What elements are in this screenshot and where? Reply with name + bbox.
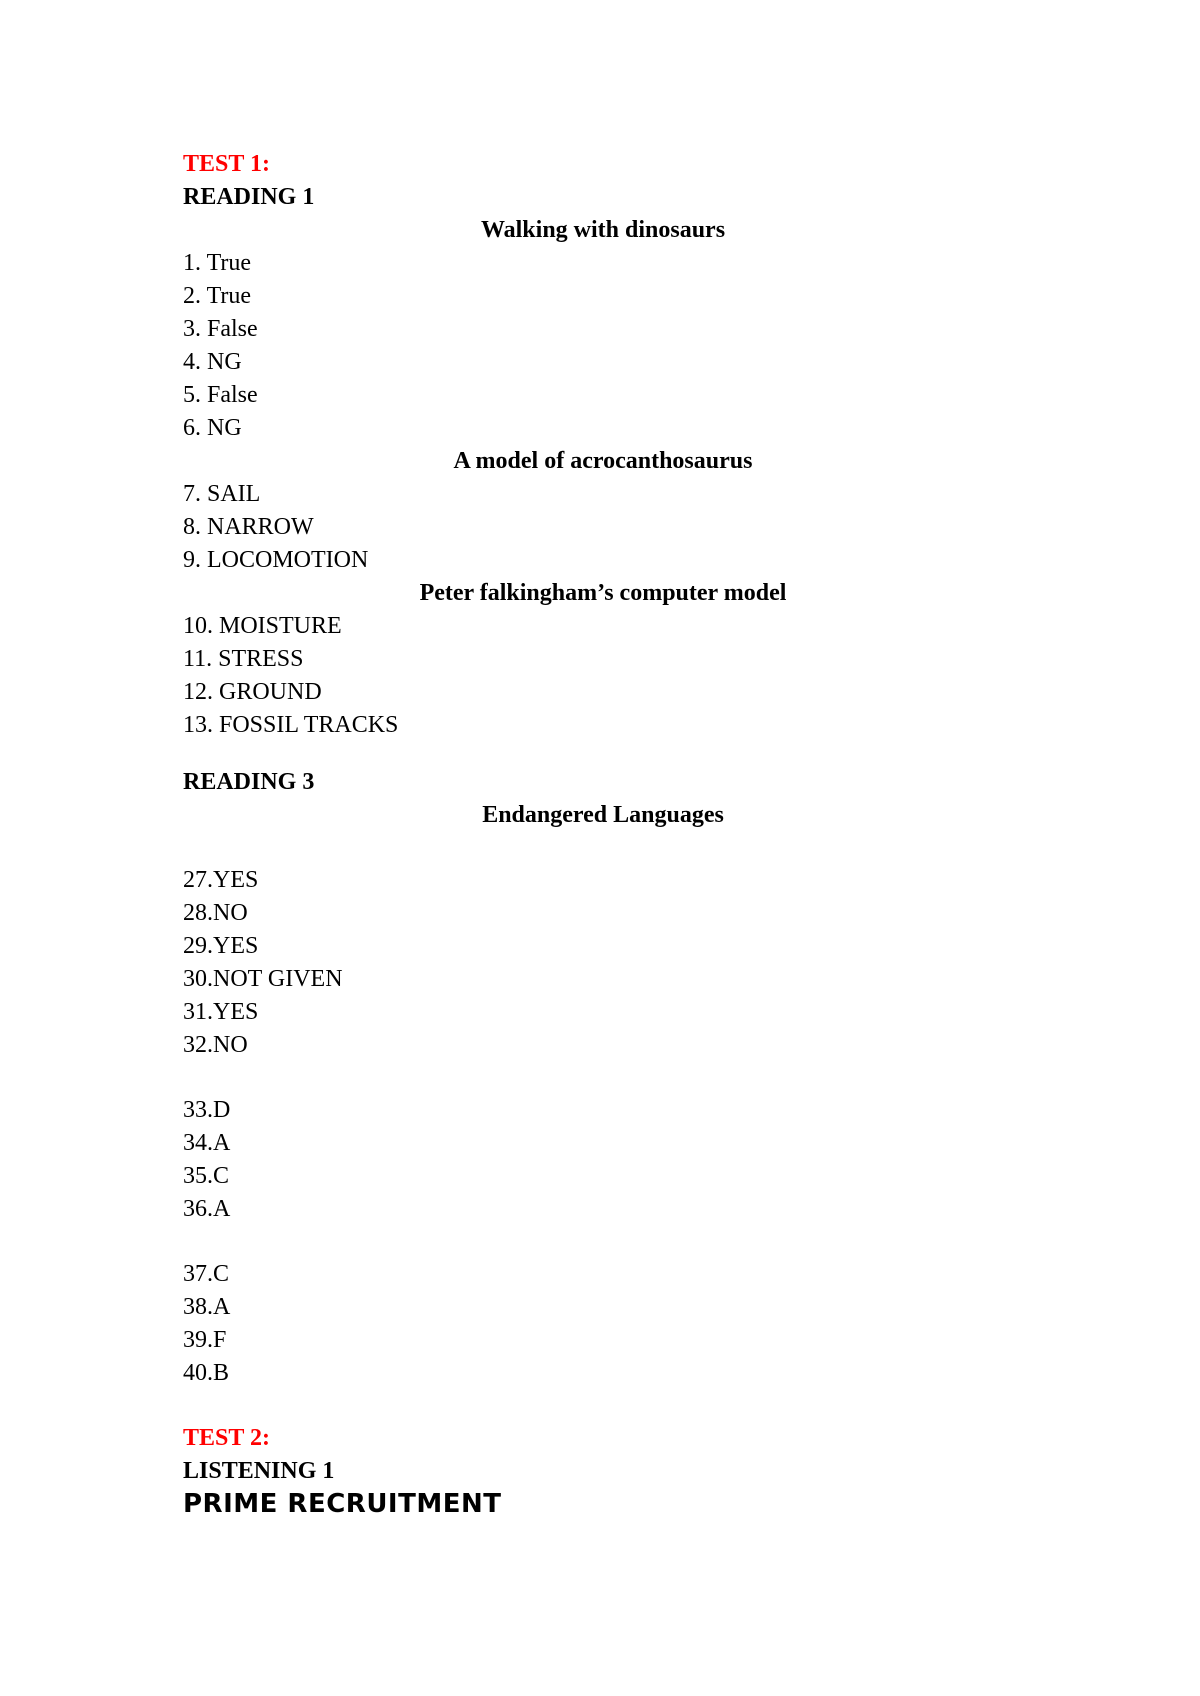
answer-item: 27.YES [183,867,259,893]
answer-item: 34.A [183,1130,231,1156]
answer-item: 39.F [183,1327,227,1353]
answer-item: 35.C [183,1163,230,1189]
answer-item: 38.A [183,1294,231,1320]
section-title-walking: Walking with dinosaurs [480,217,726,243]
answer-item: 36.A [183,1196,231,1222]
answer-item: 12. GROUND [183,679,322,705]
answer-item: 28.NO [183,900,248,926]
answer-item: 4. NG [183,349,242,375]
answer-item: 9. LOCOMOTION [183,547,369,573]
spacer [183,1062,1023,1094]
spacer [183,1226,1023,1258]
answer-key-page [183,148,1023,1521]
answer-item: 30.NOT GIVEN [183,966,343,992]
section-title-computer-model: Peter falkingham’s computer model [419,580,787,606]
listening1-heading: LISTENING 1 [183,1458,335,1484]
reading3-heading: READING 3 [183,769,315,795]
test1-heading: TEST 1: [183,151,270,177]
spacer [183,1390,1023,1422]
answer-item: 40.B [183,1360,230,1386]
answer-item: 7. SAIL [183,481,261,507]
answer-item: 29.YES [183,933,259,959]
answer-item: 37.C [183,1261,230,1287]
answer-item: 32.NO [183,1032,248,1058]
answer-item: 31.YES [183,999,259,1025]
answer-item: 5. False [183,382,258,408]
test2-heading: TEST 2: [183,1425,270,1451]
section-title-endangered-languages: Endangered Languages [482,802,724,828]
answer-item: 6. NG [183,415,242,441]
answer-item: 1. True [183,250,252,276]
answer-item: 13. FOSSIL TRACKS [183,712,399,738]
answer-item: 11. STRESS [183,646,304,672]
spacer [183,742,1023,766]
answer-item: 10. MOISTURE [183,613,342,639]
answer-item: 2. True [183,283,252,309]
answer-item: 8. NARROW [183,514,314,540]
reading1-heading: READING 1 [183,184,315,210]
listening1-title: PRIME RECRUITMENT [183,1489,502,1519]
answer-item: 33.D [183,1097,231,1123]
spacer [183,832,1023,864]
section-title-acrocanthosaurus: A model of acrocanthosaurus [453,448,753,474]
answer-item: 3. False [183,316,258,342]
